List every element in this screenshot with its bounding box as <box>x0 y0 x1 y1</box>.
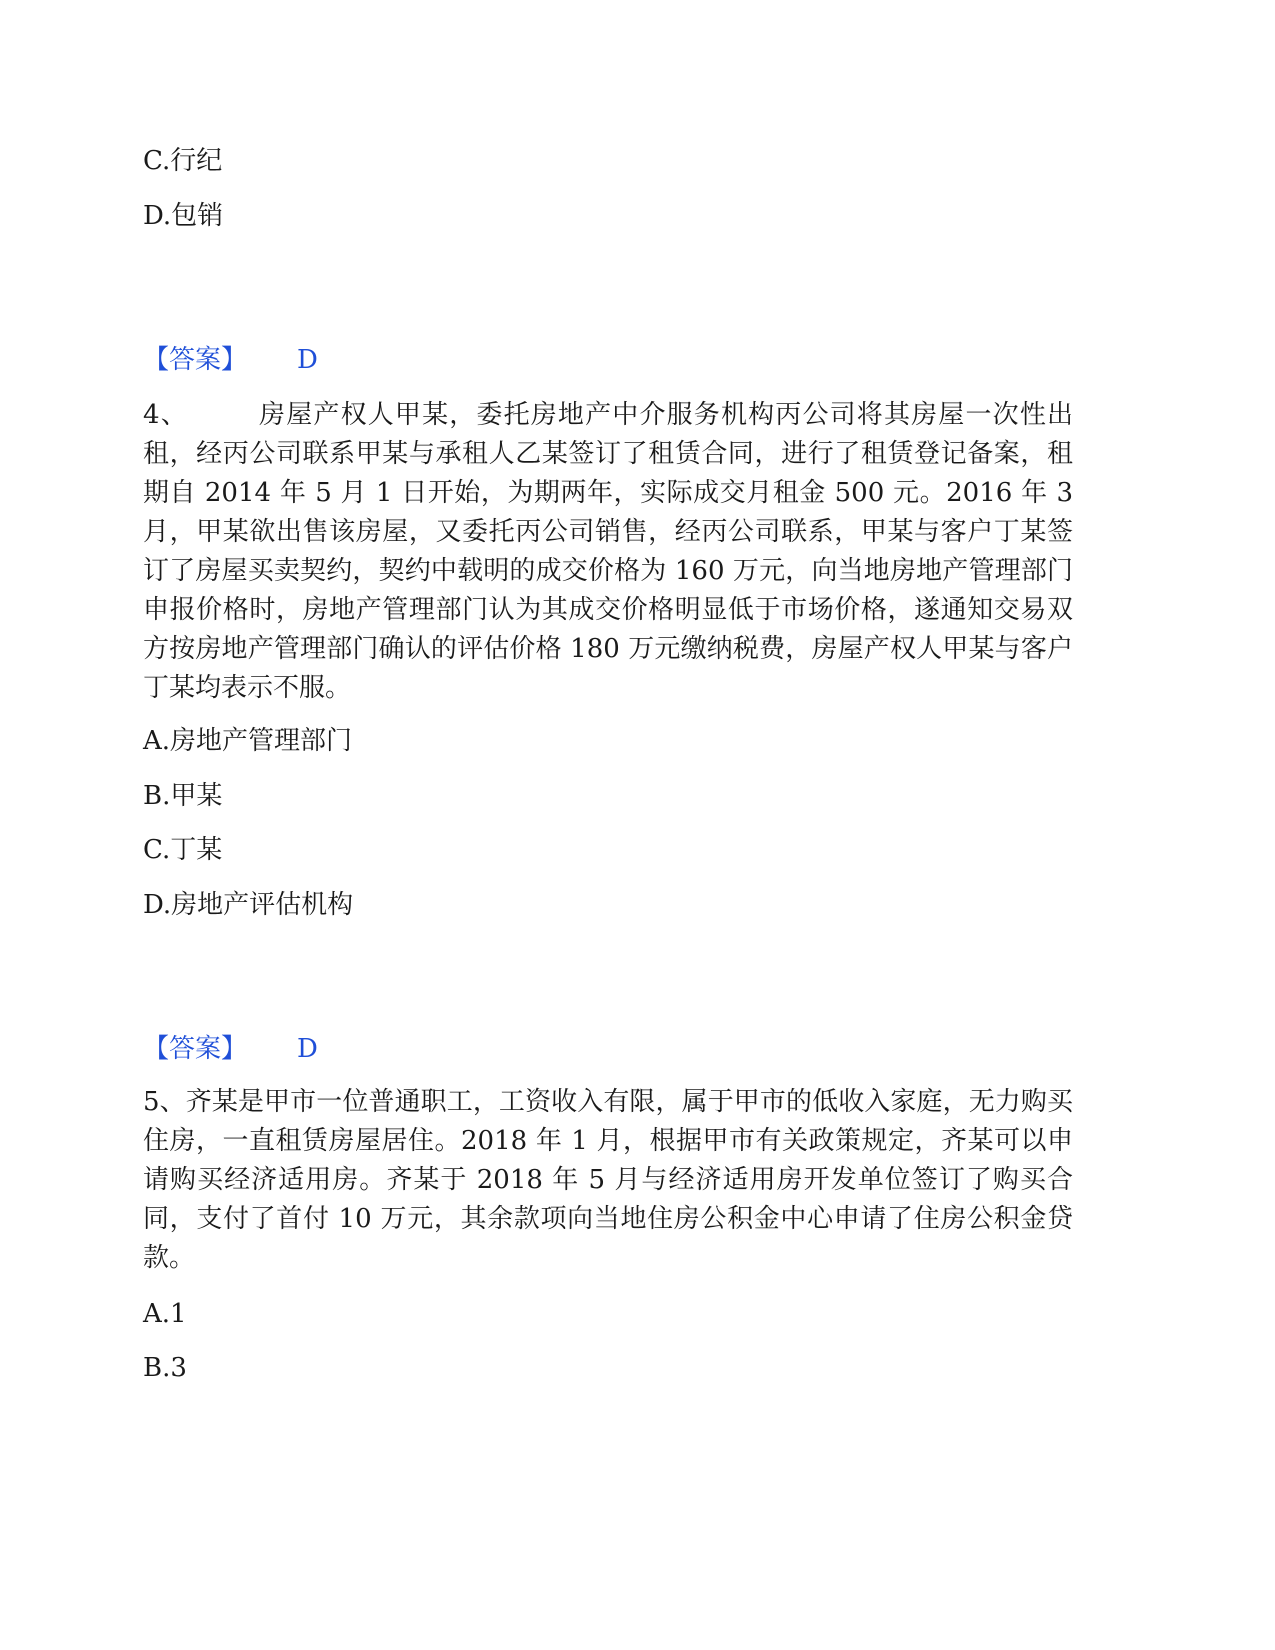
question-4-text <box>143 396 1073 708</box>
question-4-number: 4、 <box>143 400 188 430</box>
prev-answer <box>143 344 318 376</box>
answer-value: D <box>297 1034 318 1064</box>
prev-option-d: D.包销 <box>143 201 224 231</box>
q4-option-a: A.房地产管理部门 <box>143 726 353 756</box>
question-5-text: 5、齐某是甲市一位普通职工，工资收入有限，属于甲市的低收入家庭，无力购买住房，一直租赁房屋居住。2018 年 1 月，根据甲市有关政策规定，齐某可以申请购买经济适用房。齐某于 2018 年 5 月与经济适用房开发单位签订了购买合同，支付了首付 10 万元，其余款项向当地住房公积金中心申请了住房公积金贷款。 <box>143 1087 1073 1273</box>
q5-option-a: A.1 <box>143 1299 187 1329</box>
prev-option-c: C.行纪 <box>143 146 223 176</box>
q4-answer <box>143 1033 318 1065</box>
answer-label: 【答案】 <box>143 345 248 375</box>
question-4-body: 房屋产权人甲某，委托房地产中介服务机构丙公司将其房屋一次性出租，经丙公司联系甲某与承租人乙某签订了租赁合同，进行了租赁登记备案，租期自 2014 年 5 月 1 日开始，为期两年，实际成交月租金 500 元。2016 年 3 月，甲某欲出售该房屋，又委托丙公司销售，经丙公司联系，甲某与客户丁某签订了房屋买卖契约，契约中载明的成交价格为 160 万元，向当地房地产管理部门申报价格时，房地产管理部门认为其成交价格明显低于市场价格，遂通知交易双方按房地产管理部门确认的评估价格 180 万元缴纳税费，房屋产权人甲某与客户丁某均表示不服。 <box>143 400 1073 703</box>
q5-option-b: B.3 <box>143 1353 187 1383</box>
answer-label: 【答案】 <box>143 1034 248 1064</box>
answer-value: D <box>297 345 318 375</box>
q4-option-b: B.甲某 <box>143 781 223 811</box>
q4-option-c: C.丁某 <box>143 835 223 865</box>
q4-option-d: D.房地产评估机构 <box>143 890 354 920</box>
